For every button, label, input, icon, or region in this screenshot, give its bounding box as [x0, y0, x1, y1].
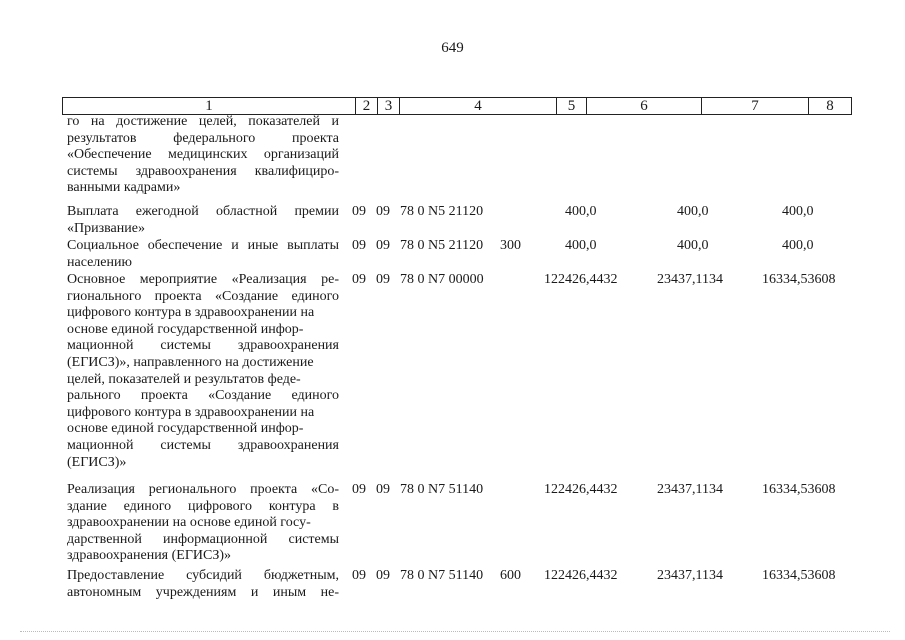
- cell-amount-3: 16334,53608: [762, 568, 836, 583]
- cell-amount-1: 400,0: [565, 238, 597, 253]
- cell-amount-1: 122426,4432: [544, 272, 618, 287]
- cell-target-code: 78 0 N7 51140: [400, 482, 484, 497]
- cell-amount-3: 400,0: [782, 238, 814, 253]
- text-line: здравоохранения (ЕГИСЗ)»: [67, 548, 232, 564]
- text-line: Выплата ежегодной областной премии: [67, 204, 339, 219]
- cell-section: 09: [352, 272, 366, 287]
- cell-subsection: 09: [376, 204, 390, 219]
- header-col-4: 4: [399, 98, 556, 114]
- page-number: 649: [441, 40, 464, 56]
- text-line: автономным учреждениям и иным не-: [67, 584, 339, 600]
- text-line: результатов федерального проекта: [67, 130, 339, 146]
- text-line: (ЕГИСЗ)», направленного на достижение: [67, 354, 314, 370]
- text-line: системы здравоохранения квалифициро-: [67, 163, 339, 179]
- cell-subsection: 09: [376, 568, 390, 583]
- table-header-row: [62, 97, 852, 115]
- cell-expense-type: 300: [500, 238, 521, 253]
- cell-amount-3: 16334,53608: [762, 482, 836, 497]
- text-line: гионального проекта «Создание единого: [67, 288, 339, 304]
- text-line: цифрового контура в здравоохранении на: [67, 404, 315, 420]
- cell-subsection: 09: [376, 238, 390, 253]
- text-line: «Призвание»: [67, 220, 145, 236]
- cell-target-code: 78 0 N7 00000: [400, 272, 484, 287]
- cell-amount-1: 122426,4432: [544, 568, 618, 583]
- text-line: (ЕГИСЗ)»: [67, 454, 127, 470]
- cell-section: 09: [352, 204, 366, 219]
- text-line: дарственной информационной системы: [67, 531, 339, 547]
- cell-amount-3: 400,0: [782, 204, 814, 219]
- text-line: Основное мероприятие «Реализация ре-: [67, 272, 339, 287]
- row-description: [67, 482, 339, 565]
- header-col-1: 1: [205, 98, 213, 114]
- text-line: населению: [67, 254, 132, 270]
- cell-amount-2: 23437,1134: [657, 272, 723, 287]
- text-line: рального проекта «Создание единого: [67, 388, 339, 404]
- cell-target-code: 78 0 N5 21120: [400, 238, 484, 253]
- text-line: мационной системы здравоохранения: [67, 437, 339, 453]
- text-line: целей, показателей и результатов феде-: [67, 371, 301, 387]
- text-line: «Обеспечение медицинских организаций: [67, 147, 339, 163]
- text-line: здравоохранении на основе единой госу-: [67, 515, 311, 531]
- header-col-2: 2: [355, 98, 377, 114]
- header-col-5: 5: [556, 98, 586, 114]
- text-line: цифрового контура в здравоохранении на: [67, 305, 315, 321]
- header-col-8: 8: [808, 98, 851, 114]
- row-description: [67, 204, 339, 237]
- cell-target-code: 78 0 N5 21120: [400, 204, 484, 219]
- cell-amount-1: 400,0: [565, 204, 597, 219]
- cell-amount-2: 400,0: [677, 204, 709, 219]
- cell-amount-1: 122426,4432: [544, 482, 618, 497]
- text-line: Реализация регионального проекта «Со-: [67, 482, 339, 497]
- row-description: [67, 272, 339, 471]
- row-description: [67, 238, 339, 271]
- row-description: [67, 114, 339, 197]
- cell-subsection: 09: [376, 272, 390, 287]
- cell-section: 09: [352, 482, 366, 497]
- cell-expense-type: 600: [500, 568, 521, 583]
- text-line: основе единой государственной инфор-: [67, 321, 304, 337]
- cell-amount-2: 400,0: [677, 238, 709, 253]
- row-description: [67, 568, 339, 601]
- page-bottom-edge: [20, 631, 890, 632]
- cell-section: 09: [352, 568, 366, 583]
- text-line: Социальное обеспечение и иные выплаты: [67, 238, 339, 253]
- text-line: основе единой государственной инфор-: [67, 421, 304, 437]
- header-col-7: 7: [701, 98, 808, 114]
- cell-target-code: 78 0 N7 51140: [400, 568, 484, 583]
- text-line: Предоставление субсидий бюджетным,: [67, 568, 339, 583]
- text-line: здание единого цифрового контура в: [67, 498, 339, 514]
- cell-section: 09: [352, 238, 366, 253]
- text-line: мационной системы здравоохранения: [67, 338, 339, 354]
- text-line: го на достижение целей, показателей и: [67, 114, 339, 129]
- cell-amount-2: 23437,1134: [657, 482, 723, 497]
- header-col-6: 6: [586, 98, 701, 114]
- cell-subsection: 09: [376, 482, 390, 497]
- cell-amount-2: 23437,1134: [657, 568, 723, 583]
- text-line: ванными кадрами»: [67, 180, 181, 196]
- header-col-3: 3: [377, 98, 399, 114]
- cell-amount-3: 16334,53608: [762, 272, 836, 287]
